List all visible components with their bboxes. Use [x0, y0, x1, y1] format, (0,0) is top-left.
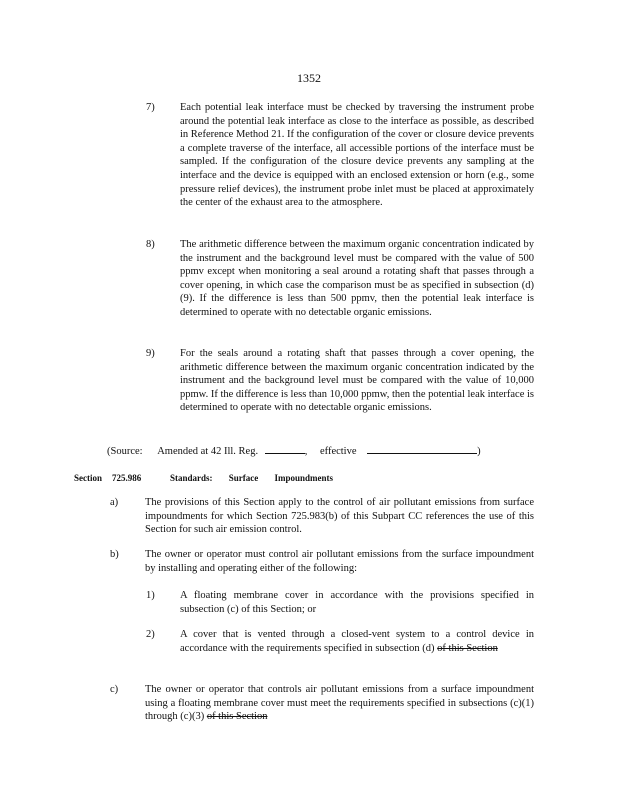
- section-title: Standards: Surface Impoundments: [170, 473, 334, 483]
- subsection-text: The owner or operator must control air pollutant emissions from the surface impoundment by installing and operating either of the following:: [145, 549, 534, 574]
- source-comma: ,: [304, 446, 308, 457]
- page-number: 1352: [297, 71, 321, 85]
- list-item-number: 8): [146, 239, 155, 250]
- effective-date-blank: [367, 443, 477, 454]
- list-item-number: 7): [146, 102, 155, 113]
- subsection-number: c): [110, 684, 119, 695]
- list-item-number: 1): [146, 590, 155, 601]
- list-item-text: Each potential leak interface must be checked by traversing the instrument probe around the potential leak interface as close to the interface as possible, as described in Reference Method 21. If the configuration of the cover or closure device prevents a complete traverse of the interface, all accessible portions of the interface must be sampled. If the configuration of the closure device prevents any sampling at the interface and the device is equipped with an enclosed extension or horn (e.g., some pressure relief devices), the instrument probe inlet must be placed at approximately the center of the exhaust area to the atmosphere.: [180, 102, 534, 209]
- source-close: ): [477, 446, 481, 457]
- subsection-number: a): [110, 497, 119, 508]
- list-item-text: A floating membrane cover in accordance with the provisions specified in subsection (c) of this Section; or: [180, 590, 534, 615]
- reg-volume-blank: [265, 443, 305, 454]
- subsection-body: The owner or operator that controls air pollutant emissions from a surface impoundment using a floating membrane cover must meet the requirements specified in subsections (c)(1) through (c)(3): [145, 684, 534, 723]
- subsection-number: b): [110, 549, 119, 560]
- source-note: [107, 443, 527, 459]
- deleted-text: of this Section: [206, 711, 268, 723]
- section-number: 725.986: [112, 473, 142, 483]
- list-item-number: 2): [146, 629, 155, 640]
- source-effective: effective: [319, 446, 357, 457]
- source-prefix: (Source:: [107, 446, 143, 457]
- section-label: Section: [74, 473, 102, 483]
- subsection-text: The provisions of this Section apply to the control of air pollutant emissions from surface impoundments for which Section 725.983(b) of this Subpart CC references the use of this Section for such air emission control.: [145, 497, 534, 536]
- source-amended: Amended at 42 Ill. Reg.: [157, 446, 259, 457]
- list-item-number: 9): [146, 348, 155, 359]
- list-item-body: A cover that is vented through a closed-vent system to a control device in accordance with the requirements specified in subsection (d): [180, 629, 534, 654]
- list-item-text: For the seals around a rotating shaft that passes through a cover opening, the arithmetic difference between the maximum organic concentration indicated by the instrument and the background level must be compared with the value of 10,000 ppmw. If the difference is less than 10,000 ppmw, then the potential leak interface is determined to operate with no detectable organic emissions.: [180, 348, 534, 414]
- list-item-text: [180, 628, 534, 655]
- subsection-text: [145, 683, 534, 724]
- deleted-text: of this Section: [437, 642, 498, 654]
- list-item-text: The arithmetic difference between the maximum organic concentration indicated by the instrument and the background level must be compared with the value of 500 ppmv except when monitoring a seal around a rotating shaft that passes through a cover opening, in which case the comparison must be as specified in subsection (d)(9). If the difference is less than 500 ppmv, then the potential leak interface is determined to operate with no detectable organic emissions.: [180, 239, 534, 318]
